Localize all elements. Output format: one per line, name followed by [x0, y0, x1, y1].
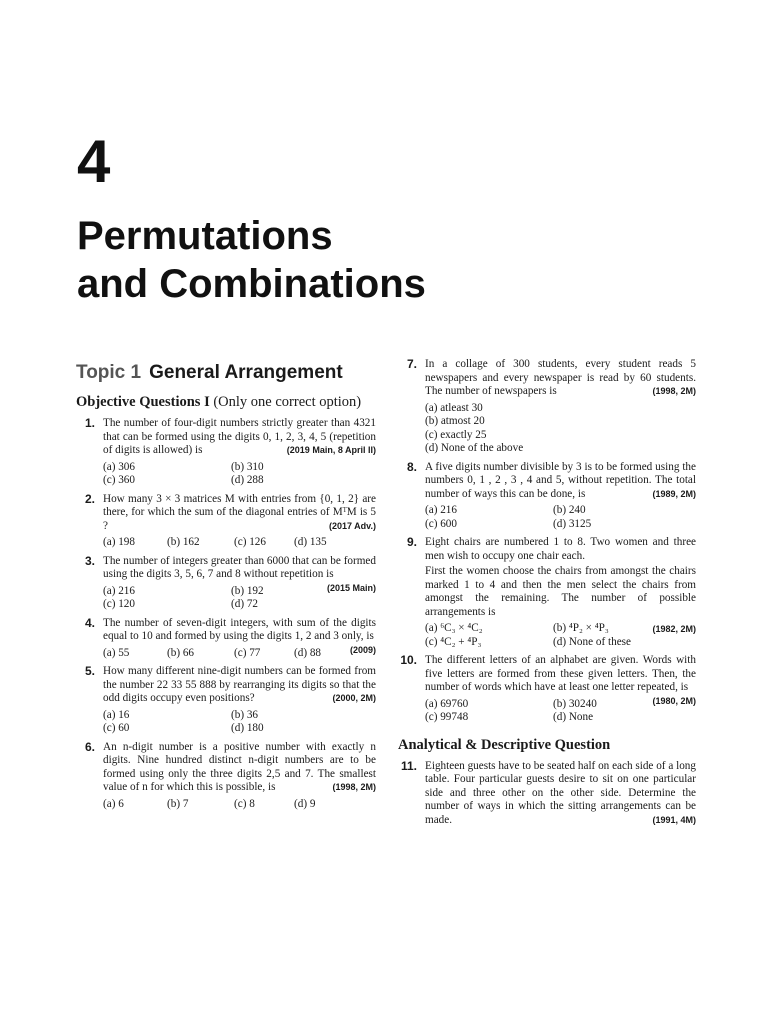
- options: [425, 622, 696, 649]
- question-source: (1991, 4M): [652, 814, 696, 825]
- options: [103, 647, 344, 661]
- option-a: (a) 69760: [425, 697, 469, 710]
- question-body: An n-digit number is a positive number with exactly n digits. Nine hundred distinct n-digit numbers are to be formed using only the three digits 2,5 and 7. The smallest value of n for which this is possible, is: [103, 740, 376, 793]
- option-c: (c) 600: [425, 517, 457, 530]
- option-d: (d) 3125: [553, 517, 592, 530]
- question-body-continued: First the women choose the chairs from amongst the chairs marked 1 to 4 and then the men select the chairs from amongst the remaining. The number of possible arrangements is: [425, 565, 696, 618]
- left-column: [76, 358, 376, 816]
- question-source: (2019 Main, 8 April II): [286, 445, 376, 455]
- option-c: (c) 120: [103, 598, 135, 610]
- question-body: The number of seven-digit integers, with sum of the digits equal to 10 and formed by using the digits 1, 2 and 3 only, is: [103, 616, 376, 642]
- question-number: 4.: [84, 615, 95, 630]
- question-body: How many 3 × 3 matrices M with entries from {0, 1, 2} are there, for which the sum of the diagonal entries of MᵀM is 5 ?: [103, 492, 376, 532]
- question-text: [103, 741, 376, 795]
- question-source: (1998, 2M): [652, 386, 696, 396]
- option-b: (b) 30240: [553, 697, 597, 710]
- option-b: (b) ⁴P₂ × ⁴P₃: [553, 622, 609, 634]
- question-5: [76, 665, 376, 736]
- question-9: [398, 536, 696, 649]
- question-10: [398, 654, 696, 725]
- question-11: [398, 760, 696, 828]
- options: [103, 585, 321, 612]
- question-source: (2015 Main): [326, 582, 376, 593]
- right-column: [398, 358, 696, 832]
- option-c: (c) 360: [103, 474, 135, 486]
- question-text: [425, 358, 696, 399]
- question-source: (2000, 2M): [332, 693, 376, 703]
- question-source: (2009): [349, 644, 376, 655]
- question-text: [425, 461, 696, 502]
- question-text: [103, 665, 376, 706]
- option-c: (c) exactly 25: [425, 428, 487, 441]
- option-d: (d) None: [553, 711, 594, 723]
- question-text: [425, 760, 696, 828]
- question-body: In a collage of 300 students, every student reads 5 newspapers and every newspaper is read by 60 students. The number of newspapers is: [425, 358, 696, 397]
- options: [425, 698, 646, 725]
- options: [103, 709, 376, 736]
- question-8: [398, 461, 696, 532]
- option-b: (b) 192: [231, 584, 264, 597]
- chapter-title: [77, 212, 426, 308]
- option-d: (d) 72: [231, 598, 259, 610]
- topic-label: Topic 1: [76, 362, 142, 383]
- option-d: (d) 288: [231, 474, 264, 486]
- chapter-number: 4: [77, 128, 111, 195]
- option-a: (a) 198: [103, 536, 135, 548]
- question-number: 11.: [400, 758, 417, 773]
- question-body: Eighteen guests have to be seated half on each side of a long table. Four particular guests desire to sit on one particular side and three other on the other side. Determine the number of ways in which the sitting arrangements can be made.: [425, 759, 696, 826]
- question-2: [76, 493, 376, 550]
- option-b: (b) 36: [231, 708, 259, 721]
- question-number: 7.: [406, 357, 417, 371]
- option-b: (b) 240: [553, 504, 586, 516]
- option-a: (a) 306: [103, 460, 135, 473]
- question-number: 10.: [400, 653, 417, 667]
- question-text: [425, 536, 696, 619]
- question-7: [398, 358, 696, 456]
- question-3: [76, 555, 376, 612]
- option-a: (a) 16: [103, 708, 130, 721]
- option-d: (d) None of these: [553, 635, 631, 648]
- option-c: (c) 77: [234, 646, 261, 659]
- question-source: (1980, 2M): [652, 695, 696, 706]
- question-4: [76, 617, 376, 661]
- option-d: (d) 9: [294, 797, 316, 810]
- option-d: (d) 180: [231, 722, 264, 734]
- question-body: The number of integers greater than 6000 that can be formed using the digits 3, 5, 6, 7 and 8 without repetition is: [103, 554, 376, 580]
- option-c: (c) 99748: [425, 711, 469, 723]
- option-c: (c) ⁴C₂ + ⁴P₃: [425, 635, 482, 648]
- chapter-title-line1: Permutations: [77, 214, 333, 258]
- question-number: 5.: [84, 664, 95, 678]
- option-b: (b) atmost 20: [425, 415, 485, 427]
- question-source: (1989, 2M): [652, 488, 696, 499]
- question-6: [76, 741, 376, 812]
- question-number: 6.: [84, 739, 95, 754]
- question-number: 3.: [84, 553, 95, 568]
- objective-heading: [76, 394, 376, 411]
- options: [425, 504, 696, 531]
- question-number: 9.: [406, 535, 417, 549]
- question-text: [103, 417, 376, 458]
- option-c: (c) 126: [234, 536, 266, 548]
- analytical-heading: Analytical & Descriptive Question: [398, 736, 611, 753]
- question-source: (1982, 2M): [652, 624, 696, 634]
- topic-name: General Arrangement: [149, 362, 343, 383]
- option-a: (a) 55: [103, 646, 130, 659]
- options: [103, 798, 376, 812]
- option-a: (a) 216: [425, 504, 457, 516]
- question-source: (1998, 2M): [332, 782, 376, 792]
- options: [425, 402, 696, 456]
- question-number: 1.: [84, 416, 95, 430]
- option-c: (c) 8: [234, 797, 255, 810]
- option-d: (d) None of the above: [425, 442, 524, 454]
- question-text: [103, 493, 376, 534]
- option-b: (b) 7: [167, 797, 189, 810]
- option-c: (c) 60: [103, 722, 130, 734]
- option-a: (a) atleast 30: [425, 401, 483, 414]
- option-a: (a) 216: [103, 584, 135, 597]
- options: [103, 461, 376, 488]
- question-body: The number of four-digit numbers strictly greater than 4321 that can be formed using the digits 0, 1, 2, 3, 4, 5 (repetition of digits is allowed) is: [103, 417, 376, 456]
- topic-heading: [76, 362, 376, 384]
- option-d: (d) 88: [294, 646, 322, 659]
- option-d: (d) 135: [294, 536, 327, 548]
- question-source: (2017 Adv.): [328, 520, 376, 531]
- objective-heading-main: Objective Questions I: [76, 394, 210, 410]
- option-b: (b) 66: [167, 646, 195, 659]
- chapter-title-line2: and Combinations: [77, 262, 426, 306]
- question-body: The different letters of an alphabet are given. Words with five letters are formed from these given letters. Then, the number of words which have at least one letter repeated, is: [425, 654, 696, 693]
- question-body: A five digits number divisible by 3 is to be formed using the numbers 0, 1 , 2 , 3 , 4 and 5, without repetition. The total number of ways this can be done, is: [425, 460, 696, 500]
- option-b: (b) 162: [167, 536, 200, 548]
- option-a: (a) 6: [103, 797, 124, 810]
- question-body: How many different nine-digit numbers can be formed from the number 22 33 55 888 by rearranging its digits so that the odd digits occupy even positions?: [103, 665, 376, 704]
- question-number: 8.: [406, 459, 417, 474]
- question-body: Eight chairs are numbered 1 to 8. Two women and three men wish to occupy one chair each.: [425, 536, 696, 562]
- options: [103, 536, 376, 550]
- question-number: 2.: [84, 491, 95, 506]
- option-b: (b) 310: [231, 460, 264, 473]
- objective-heading-paren: (Only one correct option): [213, 394, 362, 410]
- option-a: (a) ⁶C₃ × ⁴C₂: [425, 622, 483, 634]
- question-1: [76, 417, 376, 488]
